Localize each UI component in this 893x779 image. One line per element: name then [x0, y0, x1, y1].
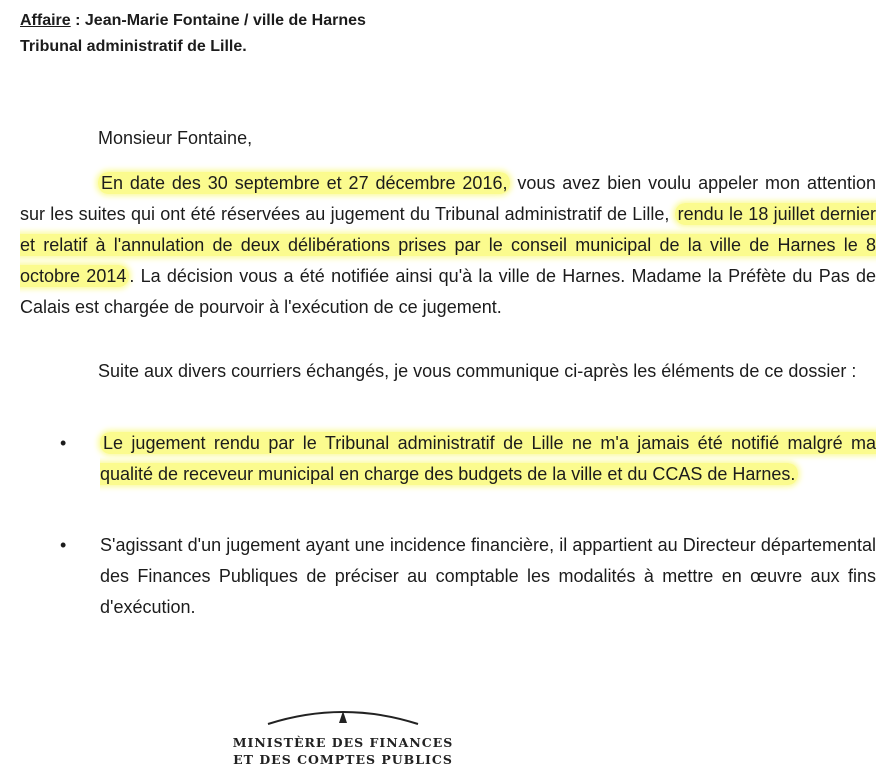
ministry-arc-emblem — [230, 702, 456, 734]
highlighted-bullet-text: Le jugement rendu par le Tribunal administratif de Lille ne m'a jamais été notifié malgré ma qualité de receveur municipal en charge des budgets de la ville et du CCAS de Harnes. — [100, 433, 876, 484]
bullet-text: S'agissant d'un jugement ayant une incidence financière, il appartient au Directeur départemental des Finances Publiques de préciser au comptable les modalités à mettre en œuvre aux fins d'exécution. — [100, 535, 876, 617]
ministry-name-line-2: ET DES COMPTES PUBLICS — [233, 752, 453, 767]
case-header — [20, 8, 366, 60]
paragraph-1-text-a: vous avez bien voulu appeler mon attention sur les suites qui ont été réservées au jugement du Tribunal administratif de Lille, — [20, 173, 876, 224]
highlighted-judgment: rendu le 18 juillet dernier et relatif à l'annulation de deux délibérations prises par le conseil municipal de la ville de Harnes le 8 octobre 2014 — [20, 204, 876, 286]
ministry-logo — [230, 702, 456, 768]
salutation: Monsieur Fontaine, — [98, 128, 253, 148]
highlighted-dates: En date des 30 septembre et 27 décembre 2016, — [98, 172, 510, 194]
case-line — [20, 8, 366, 34]
bullet-marker: • — [60, 433, 67, 453]
paragraph-2: Suite aux divers courriers échangés, je vous communique ci-après les éléments de ce dossier : — [98, 361, 857, 381]
paragraph-1 — [20, 168, 876, 323]
case-label: Affaire — [20, 12, 71, 29]
court-name: Tribunal administratif de Lille. — [20, 38, 247, 55]
bullet-marker: • — [60, 535, 67, 555]
case-subject: : Jean-Marie Fontaine / ville de Harnes — [70, 12, 366, 29]
bullet-text — [100, 428, 876, 490]
paragraph-1-text-b: . La décision vous a été notifiée ainsi qu'à la ville de Harnes. Madame la Préfète du Pas de Calais est chargée de pourvoir à l'exécution de ce jugement. — [20, 266, 876, 317]
ministry-name-line-1: MINISTÈRE DES FINANCES — [232, 735, 454, 750]
